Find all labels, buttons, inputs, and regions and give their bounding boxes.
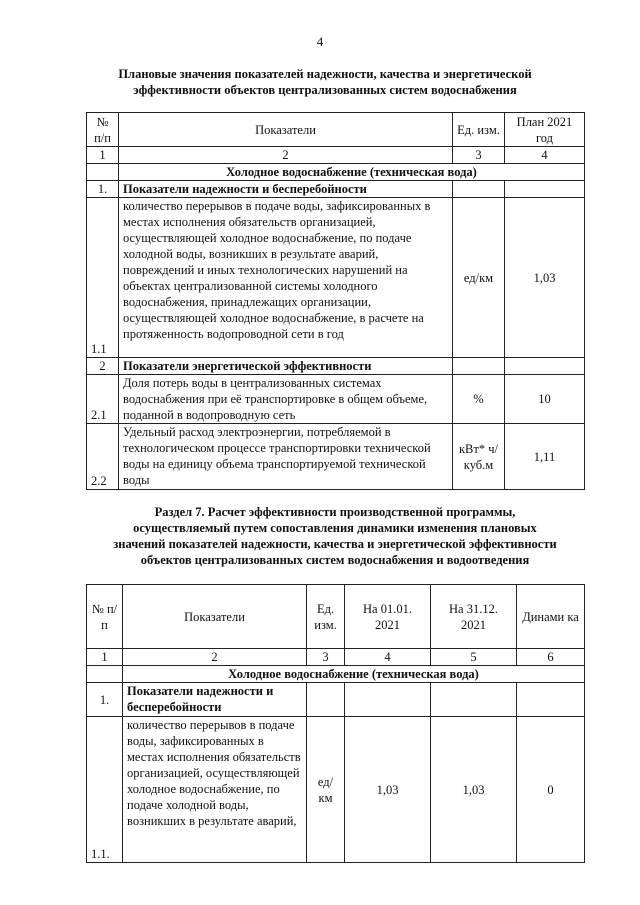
row-number: 1. xyxy=(87,181,119,198)
section-title: Холодное водоснабжение (техническая вода) xyxy=(119,164,585,181)
indicator-text: Доля потерь воды в централизованных системах водоснабжения при её транспортировке в общем объеме, поданной в водопроводную сеть xyxy=(119,375,453,424)
page-number: 4 xyxy=(316,34,324,49)
group-row xyxy=(87,358,585,375)
colnum: 1 xyxy=(87,147,119,164)
heading-line: Плановые значения показателей надежности, качества и энергетической xyxy=(118,67,532,81)
colnum: 2 xyxy=(119,147,453,164)
row-number: 1. xyxy=(87,683,123,717)
colnum: 4 xyxy=(505,147,585,164)
group-title: Показатели надежности и бесперебойности xyxy=(119,181,453,198)
row-number: 1.1. xyxy=(87,717,123,863)
section-7-heading xyxy=(86,504,584,568)
colnum: 1 xyxy=(87,649,123,666)
heading-line: объектов централизованных систем водоснабжения и водоотведения xyxy=(140,553,530,567)
heading-line: значений показателей надежности, качества и энергетической эффективности xyxy=(113,537,557,551)
table-header-row xyxy=(87,113,585,147)
group-title: Показатели надежности и бесперебойности xyxy=(123,683,307,717)
colnum: 4 xyxy=(345,649,431,666)
table1-heading xyxy=(60,66,590,98)
empty-cell xyxy=(453,181,505,198)
indicator-text: количество перерывов в подаче воды, зафиксированных в местах исполнения обязательств организацией, осуществляющей холодное водоснабжение, по подаче холодной воды, возникших в результате аварий, xyxy=(123,717,307,863)
value-start: 1,03 xyxy=(345,717,431,863)
value-end: 1,03 xyxy=(431,717,517,863)
table-row xyxy=(87,717,585,863)
section-row xyxy=(87,666,585,683)
colnum: 6 xyxy=(517,649,585,666)
row-number: 2.2 xyxy=(87,424,119,490)
dynamics-value: 0 xyxy=(517,717,585,863)
section-title: Холодное водоснабжение (техническая вода) xyxy=(123,666,585,683)
empty-cell xyxy=(453,358,505,375)
table-row xyxy=(87,198,585,358)
group-title: Показатели энергетической эффективности xyxy=(119,358,453,375)
header-plan: План 2021 год xyxy=(505,113,585,147)
indicator-text: Удельный расход электроэнергии, потребляемой в технологическом процессе транспортировки технической воды на единицу объема транспортируемой технической воды xyxy=(119,424,453,490)
empty-cell xyxy=(517,683,585,717)
colnum: 3 xyxy=(453,147,505,164)
empty-cell xyxy=(505,181,585,198)
header-unit: Ед. изм. xyxy=(453,113,505,147)
heading-line: осуществляемый путем сопоставления динамики изменения плановых xyxy=(133,521,537,535)
efficiency-dynamics-table xyxy=(86,584,585,863)
empty-cell xyxy=(345,683,431,717)
group-row xyxy=(87,683,585,717)
group-row xyxy=(87,181,585,198)
section-row xyxy=(87,164,585,181)
row-number: 1.1 xyxy=(87,198,119,358)
header-unit: Ед. изм. xyxy=(307,585,345,649)
colnum: 2 xyxy=(123,649,307,666)
indicator-text: количество перерывов в подаче воды, зафиксированных в местах исполнения обязательств организацией, осуществляющей холодное водоснабжение, по подаче холодной воды, возникших в результате аварий, повреждений и иных технологических нарушений на объектах централизованной системы холодного водоснабжения, принадлежащих организации, осуществляющей холодное водоснабжение, в расчете на протяженность водопроводной сети в год xyxy=(119,198,453,358)
row-number: 2 xyxy=(87,358,119,375)
plan-value: 1,03 xyxy=(505,198,585,358)
unit-cell: ед/км xyxy=(453,198,505,358)
header-indicator: Показатели xyxy=(119,113,453,147)
column-number-row xyxy=(87,147,585,164)
unit-cell: кВт* ч/ куб.м xyxy=(453,424,505,490)
plan-value: 1,11 xyxy=(505,424,585,490)
row-number: 2.1 xyxy=(87,375,119,424)
empty-cell xyxy=(505,358,585,375)
colnum: 3 xyxy=(307,649,345,666)
heading-line: эффективности объектов централизованных систем водоснабжения xyxy=(133,83,517,97)
plan-value: 10 xyxy=(505,375,585,424)
header-dynamics: Динами ка xyxy=(517,585,585,649)
table-header-row xyxy=(87,585,585,649)
unit-cell: ед/ км xyxy=(307,717,345,863)
empty-cell xyxy=(87,666,123,683)
header-indicator: Показатели xyxy=(123,585,307,649)
header-date-start: На 01.01. 2021 xyxy=(345,585,431,649)
heading-line: Раздел 7. Расчет эффективности производственной программы, xyxy=(154,505,516,519)
header-num: № п/п xyxy=(87,113,119,147)
colnum: 5 xyxy=(431,649,517,666)
plan-values-table xyxy=(86,112,585,490)
column-number-row xyxy=(87,649,585,666)
table-row xyxy=(87,375,585,424)
empty-cell xyxy=(87,164,119,181)
empty-cell xyxy=(431,683,517,717)
unit-cell: % xyxy=(453,375,505,424)
table-row xyxy=(87,424,585,490)
header-num: № п/п xyxy=(87,585,123,649)
empty-cell xyxy=(307,683,345,717)
header-date-end: На 31.12. 2021 xyxy=(431,585,517,649)
